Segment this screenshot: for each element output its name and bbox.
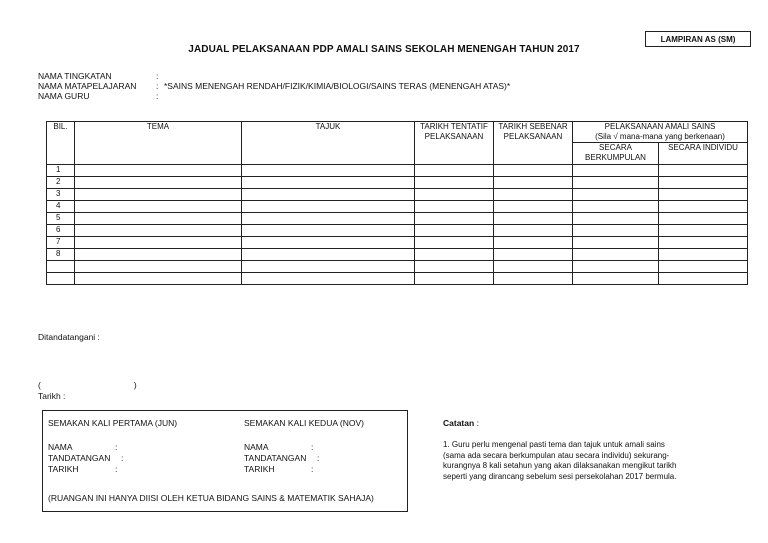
table-cell (494, 261, 573, 273)
semakan1-tandatangan-colon: : (121, 453, 124, 463)
table-cell (494, 177, 573, 189)
semakan1-tarikh-colon: : (115, 464, 118, 474)
semakan2-tandatangan-label: TANDATANGAN (244, 453, 307, 463)
catatan-line: (sama ada secara berkumpulan atau secara individu) sekurang- (443, 450, 670, 460)
row-number (47, 273, 75, 285)
table-cell (573, 273, 659, 285)
table-cell (659, 213, 748, 225)
header-tema: TEMA (75, 122, 242, 165)
table-cell (415, 213, 494, 225)
semakan1-nama-colon: : (115, 442, 118, 452)
header-tarikh-sebenar: TARIKH SEBENAR PELAKSANAAN (494, 122, 573, 165)
row-number: 4 (47, 201, 75, 213)
table-row (47, 249, 748, 261)
table-cell (494, 201, 573, 213)
semakan2-tandatangan-colon: : (317, 453, 320, 463)
header-tarikh-tentatif: TARIKH TENTATIF PELAKSANAAN (415, 122, 494, 165)
info-label: NAMA MATAPELAJARAN (38, 81, 137, 91)
table-cell (573, 177, 659, 189)
table-row (47, 261, 748, 273)
header-sila: (Sila √ mana-mana yang berkenaan) (573, 132, 748, 143)
table-cell (415, 165, 494, 177)
table-cell (242, 189, 415, 201)
table-cell (242, 237, 415, 249)
table-cell (659, 273, 748, 285)
table-row (47, 189, 748, 201)
catatan-title-text: Catatan (443, 418, 475, 428)
info-colon: : (156, 81, 159, 91)
table-row (47, 225, 748, 237)
row-number (47, 261, 75, 273)
table-cell (494, 213, 573, 225)
schedule-table (46, 121, 748, 285)
table-cell (242, 261, 415, 273)
table-cell (659, 225, 748, 237)
table-cell (573, 213, 659, 225)
semakan2-nama-colon: : (311, 442, 314, 452)
row-number: 6 (47, 225, 75, 237)
info-row-matapelajaran (38, 81, 510, 91)
tarikh-label: Tarikh : (38, 391, 66, 401)
header-individu: SECARA INDIVIDU (659, 143, 748, 165)
table-cell (573, 261, 659, 273)
table-cell (415, 201, 494, 213)
semakan-box (42, 410, 408, 512)
info-row-tingkatan (38, 71, 510, 81)
info-label: NAMA GURU (38, 91, 90, 101)
header-tajuk: TAJUK (242, 122, 415, 165)
catatan-line: kurangnya 8 kali setahun yang akan dilaksanakan mengikut tarikh (443, 461, 677, 470)
table-cell (75, 177, 242, 189)
table-body (47, 165, 748, 285)
table-cell (415, 225, 494, 237)
row-number: 3 (47, 189, 75, 201)
header-pelaksanaan: PELAKSANAAN AMALI SAINS (573, 122, 748, 133)
table-cell (415, 249, 494, 261)
table-cell (573, 189, 659, 201)
table-row (47, 213, 748, 225)
semakan1-tandatangan-label: TANDATANGAN (48, 453, 111, 463)
catatan-title (443, 418, 479, 428)
table-cell (75, 261, 242, 273)
table-cell (75, 249, 242, 261)
table-cell (573, 225, 659, 237)
table-row (47, 165, 748, 177)
paren-close: ) (133, 380, 137, 390)
table-cell (242, 165, 415, 177)
catatan-line: 1. Guru perlu mengenal pasti tema dan tajuk untuk amali sains (443, 440, 665, 449)
table-cell (494, 249, 573, 261)
table-cell (415, 237, 494, 249)
semakan-pertama-title: SEMAKAN KALI PERTAMA (JUN) (48, 418, 178, 428)
table-cell (75, 201, 242, 213)
table-cell (659, 189, 748, 201)
row-number: 8 (47, 249, 75, 261)
semakan-footer: (RUANGAN INI HANYA DIISI OLEH KETUA BIDANG SAINS & MATEMATIK SAHAJA) (48, 493, 374, 503)
table-cell (242, 213, 415, 225)
table-cell (415, 177, 494, 189)
table-row (47, 201, 748, 213)
table-cell (75, 225, 242, 237)
catatan-colon: : (476, 418, 479, 428)
table-cell (494, 189, 573, 201)
table-cell (573, 249, 659, 261)
table-row (47, 273, 748, 285)
table-cell (75, 237, 242, 249)
semakan2-nama-label: NAMA (244, 442, 269, 452)
table-cell (659, 201, 748, 213)
semakan-kedua-title: SEMAKAN KALI KEDUA (NOV) (244, 418, 364, 428)
table-cell (242, 225, 415, 237)
table-cell (415, 273, 494, 285)
table-cell (75, 189, 242, 201)
table-cell (242, 177, 415, 189)
table-cell (659, 177, 748, 189)
semakan2-tarikh-label: TARIKH (244, 464, 275, 474)
info-colon: : (156, 71, 159, 81)
row-number: 7 (47, 237, 75, 249)
table-cell (573, 165, 659, 177)
table-cell (415, 189, 494, 201)
info-row-guru (38, 91, 510, 101)
row-number: 1 (47, 165, 75, 177)
table-cell (242, 249, 415, 261)
signature-name-parens (38, 380, 137, 390)
lampiran-label: LAMPIRAN AS (SM) (645, 31, 751, 47)
semakan1-nama-label: NAMA (48, 442, 73, 452)
info-value: *SAINS MENENGAH RENDAH/FIZIK/KIMIA/BIOLOGI/SAINS TERAS (MENENGAH ATAS)* (164, 81, 511, 91)
table-cell (494, 273, 573, 285)
header-bil: BIL. (47, 122, 75, 165)
row-number: 5 (47, 213, 75, 225)
ditandatangani-label: Ditandatangani : (38, 332, 100, 342)
info-block (38, 71, 510, 101)
table-cell (494, 225, 573, 237)
catatan-body (443, 440, 743, 482)
table-cell (75, 165, 242, 177)
catatan-line: seperti yang dirancang sebelum sesi persekolahan 2017 bermula. (443, 471, 677, 481)
table-cell (415, 261, 494, 273)
info-label: NAMA TINGKATAN (38, 71, 112, 81)
row-number: 2 (47, 177, 75, 189)
semakan1-tarikh-label: TARIKH (48, 464, 79, 474)
table-cell (659, 237, 748, 249)
info-colon: : (156, 91, 159, 101)
table-cell (75, 273, 242, 285)
table-cell (75, 213, 242, 225)
table-cell (659, 249, 748, 261)
table-cell (659, 261, 748, 273)
table-cell (494, 237, 573, 249)
table-cell (494, 165, 573, 177)
table-cell (573, 237, 659, 249)
document-title: JADUAL PELAKSANAAN PDP AMALI SAINS SEKOLAH MENENGAH TAHUN 2017 (188, 44, 580, 55)
table-cell (659, 165, 748, 177)
semakan2-tarikh-colon: : (311, 464, 314, 474)
paren-open: ( (38, 380, 41, 390)
table-row (47, 237, 748, 249)
header-berkumpulan: SECARA BERKUMPULAN (573, 143, 659, 165)
table-cell (242, 201, 415, 213)
table-cell (242, 273, 415, 285)
table-row (47, 177, 748, 189)
table-cell (573, 201, 659, 213)
